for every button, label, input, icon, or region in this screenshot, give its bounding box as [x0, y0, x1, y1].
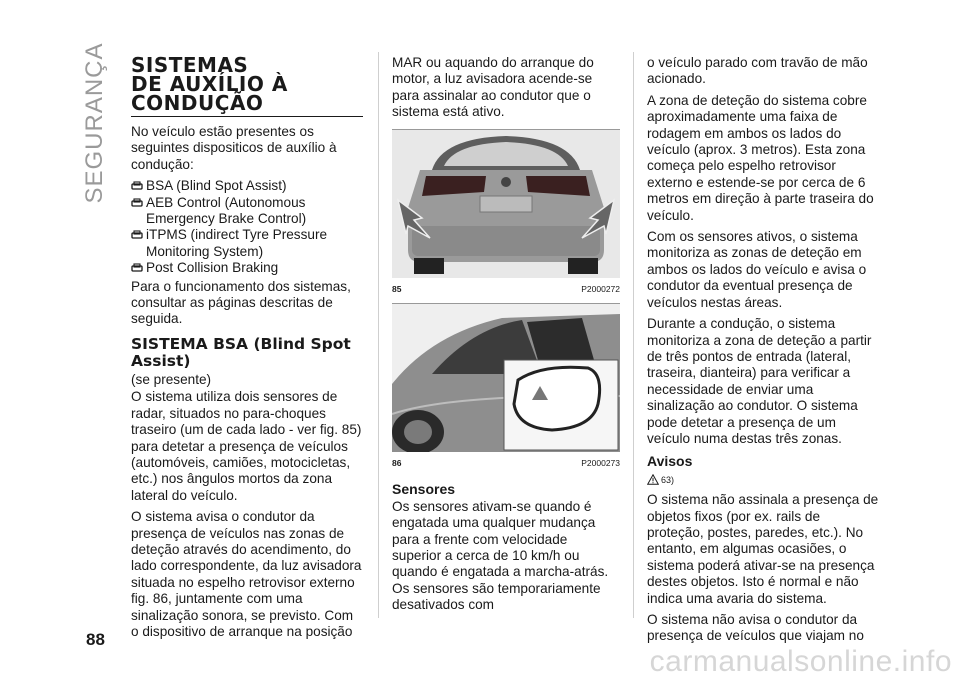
figure-85-image — [392, 129, 620, 278]
car-bullet-icon — [131, 181, 143, 191]
car-bullet-icon — [131, 230, 143, 240]
mirror-warning-illustration — [392, 304, 620, 452]
list-item — [131, 178, 363, 194]
section-subtitle: (se presente) — [131, 371, 212, 387]
warning-triangle-icon — [647, 474, 659, 485]
title-underline — [131, 116, 363, 117]
body-paragraph: A zona de deteção do sistema cobre aproximadamente uma faixa de rodagem em ambos os lados do veículo (aprox. 3 metros). Esta zona começa pelo espelho retrovisor externo e estende-se por cerca de 6 metros em direção à parte traseira do veículo. — [647, 92, 874, 223]
list-item-text: AEB Control (Autonomous Emergency Brake Control) — [146, 194, 307, 227]
figure-code: P2000273 — [581, 458, 620, 469]
body-paragraph: O sistema não assinala a presença de objetos fixos (por ex. rails de proteção, postes, paredes, etc.). No entanto, em algumas ocasiões, o sistema poderá ativar-se na presença destes objetos. Isto é normal e não indica uma avaria do sistema. — [647, 492, 879, 606]
figure-caption — [392, 455, 620, 471]
figure-86-image — [392, 303, 620, 452]
watermark: carmanualsonline.info — [649, 645, 952, 678]
column-divider — [378, 52, 379, 618]
title-line: CONDUÇÃO — [131, 91, 264, 115]
column-1 — [131, 53, 363, 645]
list-item — [131, 227, 363, 260]
list-item — [131, 195, 363, 228]
column-2 — [392, 55, 620, 619]
list-item-text: BSA (Blind Spot Assist) — [146, 178, 287, 194]
body-paragraph: MAR ou aquando do arranque do motor, a luz avisadora acende-se para assinalar ao condutor que o sistema está ativo. — [392, 55, 594, 120]
figure-number: 86 — [392, 458, 402, 469]
body-paragraph: O sistema não avisa o condutor da presença de veículos que viajam no — [647, 612, 864, 644]
figure-number: 85 — [392, 283, 402, 294]
body-paragraph: Para o funcionamento dos sistemas, consultar as páginas descritas de seguida. — [131, 278, 351, 327]
column-3 — [647, 55, 879, 650]
body-paragraph: Durante a condução, o sistema monitoriza a zona de deteção a partir de três pontos de entrada (lateral, traseira, dianteira) para verificar a necessidade de enviar uma sinalização ao condutor. O sistema pode detetar a presença de um veículo numa destas três zonas. — [647, 316, 872, 446]
section-heading-bsa: SISTEMA BSA (Blind Spot Assist) — [131, 334, 351, 370]
body-paragraph: Os sensores ativam-se quando é engatada uma qualquer mudança para a frente com velocidade superior a cerca de 10 km/h ou quando é engatada a marcha-atrás. Os sensores são temporariamente desativados com — [392, 498, 609, 613]
figure-code: P2000272 — [581, 283, 620, 294]
body-paragraph: Com os sensores ativos, o sistema monitoriza as zonas de deteção em ambos os lados do veículo e avisa o condutor da eventual presença de veículos nestas áreas. — [647, 229, 867, 310]
section-sidebar-label — [80, 42, 110, 204]
section-heading-sensores: Sensores — [392, 481, 456, 498]
body-paragraph: O sistema avisa o condutor da presença de veículos nas zonas de deteção através do acendimento, do lado correspondente, da luz avisadora situada no espelho retrovisor externo fig. 86, juntamente com uma sinalização sonora, se previsto. Com o dispositivo de arranque na posição — [131, 509, 362, 639]
section-heading-avisos: Avisos — [647, 453, 693, 470]
page-number: 88 — [86, 630, 105, 649]
body-paragraph: o veículo parado com travão de mão acionado. — [647, 55, 868, 87]
page-title — [131, 53, 363, 115]
list-item-text: Post Collision Braking — [146, 260, 279, 276]
car-bullet-icon — [131, 263, 143, 273]
list-item — [131, 260, 363, 276]
title-line: SISTEMAS — [131, 53, 249, 77]
car-rear-illustration — [392, 130, 620, 278]
section-name: SEGURANÇA — [81, 42, 108, 204]
title-line: DE AUXÍLIO À — [131, 72, 288, 96]
body-paragraph: O sistema utiliza dois sensores de radar, situados no para-choques traseiro (um de cada lado - ver fig. 85) para detetar a presença de veículos (automóveis, camiões, motocicletas, etc.) nos ângulos mortos da zona lateral do veículo. — [131, 389, 362, 503]
warning-ref-number: 63) — [661, 474, 675, 485]
list-item-text: iTPMS (indirect Tyre Pressure Monitoring System) — [146, 227, 328, 259]
column-divider — [633, 52, 634, 618]
car-bullet-icon — [131, 198, 143, 208]
figure-caption — [392, 281, 620, 297]
warning-reference — [647, 472, 879, 488]
intro-paragraph: No veículo estão presentes os seguintes dispositicos de auxílio à condução: — [131, 124, 337, 172]
